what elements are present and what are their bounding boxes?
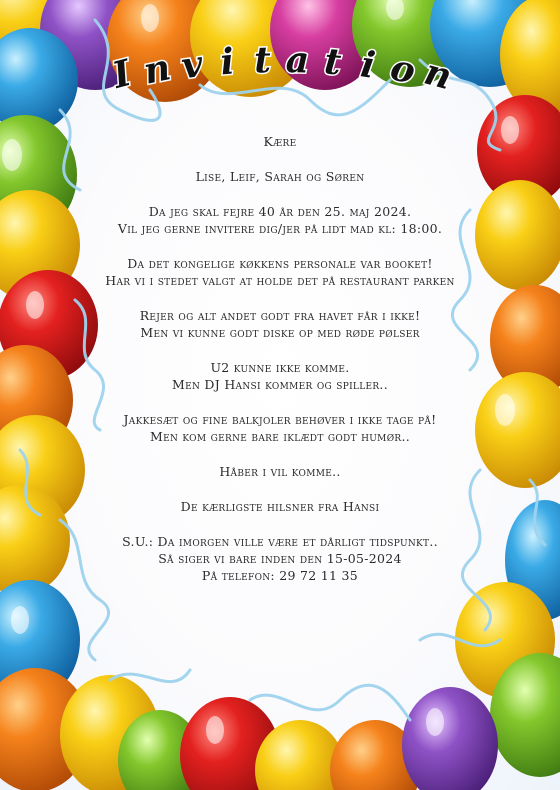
title-letter: i <box>358 43 378 87</box>
dresscode-line: Jakkesæt og fine balkjoler behøver i ikke tage på! <box>123 412 437 427</box>
hope-line: Håber i vil komme.. <box>219 464 341 479</box>
music-line: U2 kunne ikke komme. <box>210 360 350 375</box>
invite-line: Vil jeg gerne invitere dig/jer på lidt mad kl: 18:00. <box>117 221 443 236</box>
invite-line: Da jeg skal fejre 40 år den 25. maj 2024. <box>148 204 412 219</box>
recipients-text: Lise, Leif, Sarah og Søren <box>195 169 365 184</box>
rsvp-line: Så siger vi bare inden den 15-05-2024 <box>158 551 402 566</box>
music-line: Men DJ Hansi kommer og spiller.. <box>172 377 388 392</box>
title-letter: t <box>253 38 272 82</box>
invitation-title <box>0 38 560 108</box>
dresscode-line: Men kom gerne bare iklædt godt humør.. <box>149 429 411 444</box>
title-letter: i <box>218 40 236 84</box>
title-letter: v <box>178 42 206 88</box>
signature-text: De kærligste hilsner fra Hansi <box>180 499 380 514</box>
title-letter: o <box>386 46 419 93</box>
greeting-text: Kære <box>263 134 297 149</box>
rsvp-line: S.U.: Da imorgen ville være et dårligt tidspunkt.. <box>122 534 438 549</box>
title-letter: I <box>108 51 136 97</box>
venue-line: Har vi i stedet valgt at holde det på restaurant parken <box>105 273 455 288</box>
title-letter: t <box>322 40 343 84</box>
invitation-message <box>70 133 490 584</box>
venue-line: Da det kongelige køkkens personale var booket! <box>127 256 433 271</box>
title-letter: n <box>420 50 457 99</box>
rsvp-phone: På telefon: 29 72 11 35 <box>201 568 359 583</box>
title-letter: a <box>285 38 310 82</box>
menu-line: Rejer og alt andet godt fra havet får i ikke! <box>139 308 421 323</box>
title-letter: n <box>139 46 175 93</box>
menu-line: Men vi kunne godt diske op med røde pølser <box>140 325 420 340</box>
